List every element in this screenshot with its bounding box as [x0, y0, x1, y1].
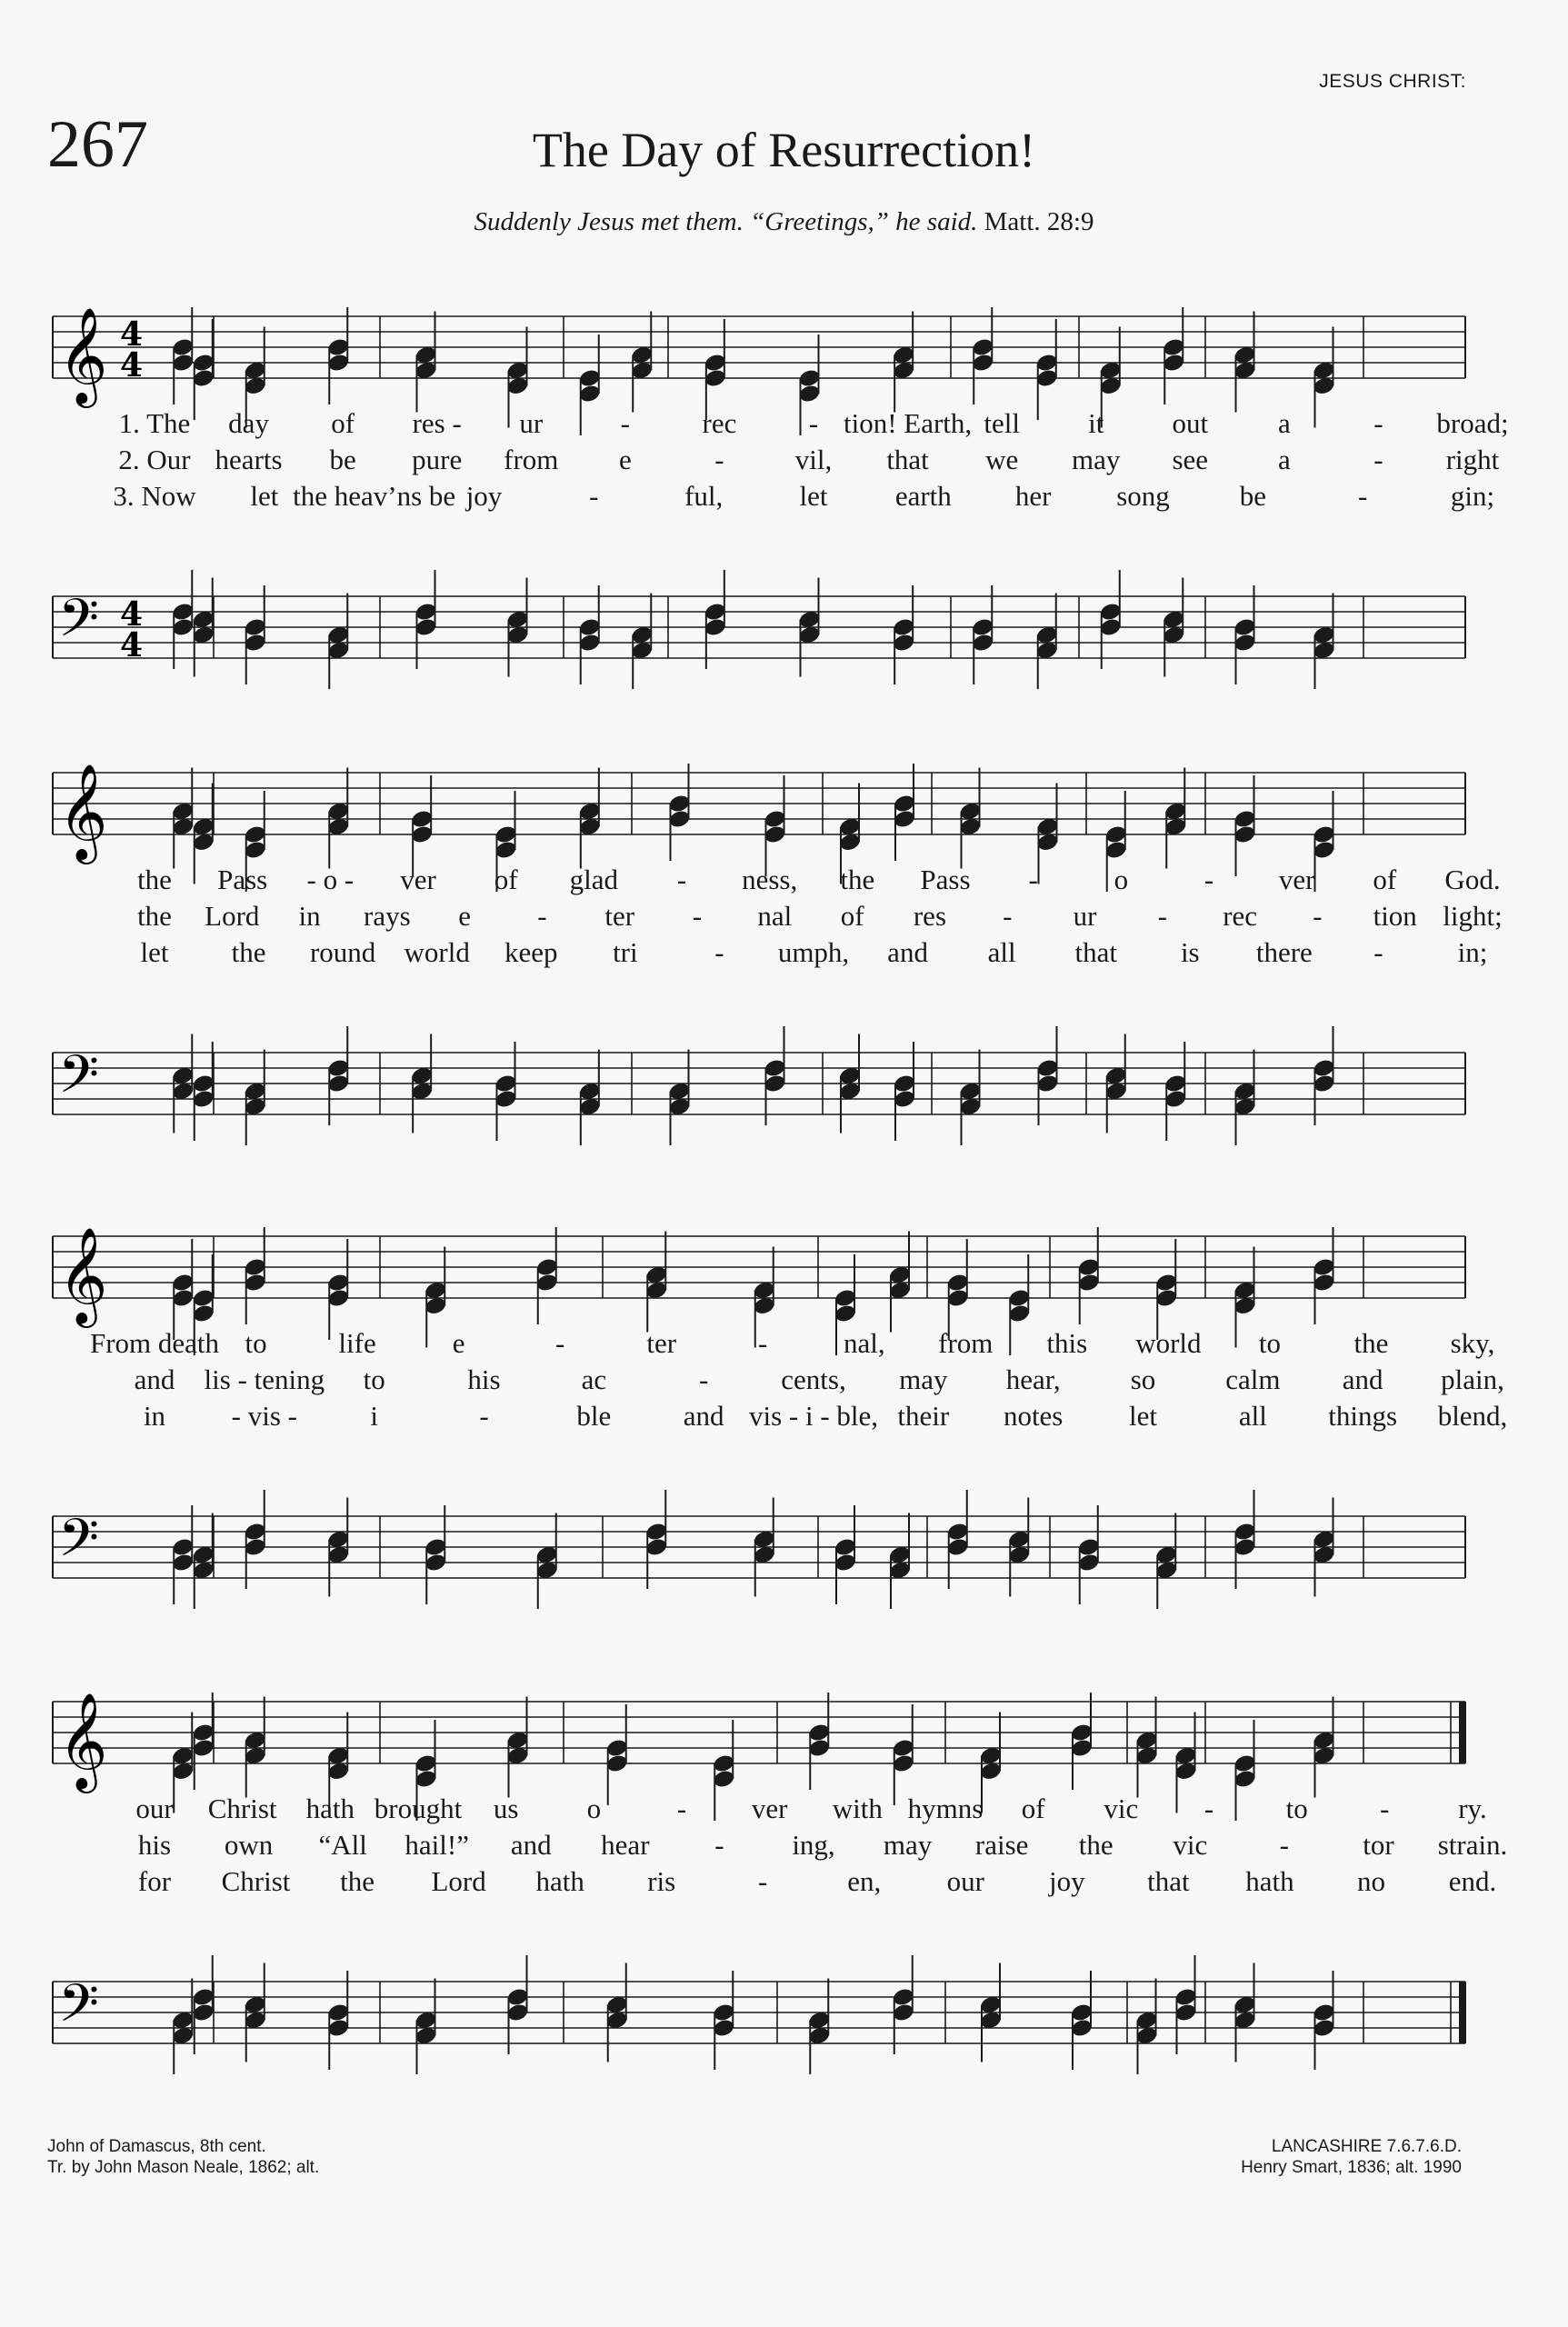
tune-name: LANCASHIRE 7.6.7.6.D.: [1271, 2137, 1462, 2156]
lyric-line: [0, 1827, 1568, 1863]
music-system: [0, 307, 1568, 689]
lyric-syllable: that: [1074, 936, 1117, 968]
lyric-line: [0, 442, 1568, 478]
lyric-syllable: of: [331, 407, 355, 439]
lyric-syllable: to: [363, 1363, 385, 1395]
lyric-syllable: tion! Earth,: [843, 407, 973, 439]
lyric-syllable: their: [897, 1400, 950, 1432]
lyric-syllable: -: [1373, 444, 1383, 475]
lyric-syllable: cents,: [781, 1363, 846, 1395]
lyric-syllable: From death: [89, 1327, 220, 1359]
scripture-quote: Suddenly Jesus met them. “Greetings,” he said.: [474, 207, 978, 236]
lyric-syllable: en,: [847, 1865, 882, 1897]
time-signature: 4: [120, 346, 144, 385]
lyric-syllable: of: [494, 864, 518, 895]
translator-credit: Tr. by John Mason Neale, 1862; alt.: [47, 2158, 320, 2177]
lyric-syllable: that: [886, 444, 929, 475]
lyric-syllable: hath: [305, 1793, 355, 1824]
lyric-syllable: hear: [601, 1829, 650, 1861]
lyric-syllable: world: [1135, 1327, 1202, 1359]
lyric-syllable: own: [224, 1829, 274, 1861]
lyric-syllable: from: [938, 1327, 994, 1359]
treble-clef-icon: 𝄞: [58, 307, 108, 404]
lyric-syllable: -: [1373, 407, 1383, 439]
lyric-syllable: ur: [1073, 900, 1097, 932]
lyric-syllable: 2. Our: [118, 444, 191, 475]
lyric-syllable: hear,: [1005, 1363, 1061, 1395]
lyric-syllable: ful,: [684, 480, 724, 512]
lyric-syllable: ble: [576, 1400, 612, 1432]
lyric-syllable: ac: [581, 1363, 607, 1395]
lyric-syllable: umph,: [777, 936, 850, 968]
lyric-syllable: vic: [1173, 1829, 1208, 1861]
lyric-syllable: -: [758, 1327, 768, 1359]
lyric-syllable: be: [329, 444, 356, 475]
lyric-syllable: that: [1147, 1865, 1190, 1897]
lyric-syllable: ry.: [1458, 1793, 1487, 1824]
lyric-syllable: we: [985, 444, 1019, 475]
lyric-syllable: in;: [1457, 936, 1488, 968]
lyric-syllable: vic: [1104, 1793, 1139, 1824]
lyric-syllable: to: [245, 1327, 267, 1359]
lyric-syllable: may: [883, 1829, 933, 1861]
lyric-syllable: notes: [1003, 1400, 1064, 1432]
lyric-syllable: end.: [1448, 1865, 1497, 1897]
lyric-syllable: to: [1258, 1327, 1281, 1359]
lyric-syllable: no: [1356, 1865, 1385, 1897]
music-system: [0, 1693, 1568, 2074]
lyric-syllable: -: [1028, 864, 1038, 895]
lyric-syllable: let: [250, 480, 279, 512]
lyric-syllable: -: [1003, 900, 1013, 932]
lyric-syllable: tell: [984, 407, 1020, 439]
music-system: [0, 764, 1568, 1145]
lyric-syllable: tri: [613, 936, 638, 968]
lyric-syllable: for: [137, 1865, 172, 1897]
lyric-syllable: e: [452, 1327, 465, 1359]
tune-credits: [1241, 2136, 1462, 2178]
lyric-line: [0, 1863, 1568, 1900]
lyric-syllable: our: [135, 1793, 174, 1824]
lyric-syllable: tor: [1363, 1829, 1394, 1861]
lyric-syllable: joy: [465, 480, 503, 512]
lyric-syllable: the: [840, 864, 875, 895]
lyric-syllable: the: [1353, 1327, 1389, 1359]
lyric-syllable: it: [1088, 407, 1104, 439]
lyric-syllable: ver: [400, 864, 436, 895]
lyric-syllable: hearts: [215, 444, 283, 475]
lyric-syllable: 1. The: [118, 407, 191, 439]
lyric-syllable: brought: [374, 1793, 463, 1824]
lyric-syllable: a: [1277, 444, 1291, 475]
lyric-syllable: -: [1203, 864, 1214, 895]
lyric-syllable: tion: [1373, 900, 1417, 932]
lyric-syllable: our: [946, 1865, 984, 1897]
lyric-syllable: “All: [318, 1829, 367, 1861]
time-signature: 4: [120, 315, 144, 354]
lyric-syllable: nal,: [843, 1327, 885, 1359]
lyric-line: [0, 934, 1568, 971]
lyric-syllable: light;: [1443, 900, 1503, 932]
lyric-syllable: in: [143, 1400, 166, 1432]
lyric-syllable: there: [1255, 936, 1313, 968]
lyric-line: [0, 1325, 1568, 1362]
lyric-syllable: God.: [1444, 864, 1501, 895]
lyric-syllable: Pass: [217, 864, 268, 895]
music-system: [0, 1227, 1568, 1609]
lyric-syllable: of: [1021, 1793, 1045, 1824]
text-author: John of Damascus, 8th cent.: [47, 2137, 266, 2156]
lyric-syllable: of: [840, 900, 864, 932]
text-credits: [47, 2136, 319, 2178]
hymn-number: 267: [47, 107, 148, 182]
lyric-syllable: and: [683, 1400, 724, 1432]
lyric-syllable: blend,: [1437, 1400, 1508, 1432]
lyric-syllable: -: [808, 407, 819, 439]
lyric-syllable: -: [714, 444, 724, 475]
lyric-syllable: glad: [569, 864, 619, 895]
lyric-syllable: the: [1078, 1829, 1114, 1861]
lyric-syllable: -: [692, 900, 703, 932]
lyric-line: [0, 1791, 1568, 1827]
bass-clef-icon: 𝄢: [58, 1507, 100, 1582]
lyric-syllable: her: [1014, 480, 1052, 512]
lyric-syllable: calm: [1225, 1363, 1281, 1395]
lyric-syllable: vis - i - ble,: [748, 1400, 879, 1432]
lyric-syllable: the: [137, 900, 172, 932]
lyric-syllable: res -: [412, 407, 462, 439]
lyric-syllable: -: [1279, 1829, 1290, 1861]
lyric-syllable: res: [913, 900, 947, 932]
composer-credit: Henry Smart, 1836; alt. 1990: [1241, 2158, 1462, 2177]
lyric-syllable: vil,: [794, 444, 833, 475]
lyric-syllable: -: [479, 1400, 489, 1432]
lyric-syllable: -: [537, 900, 547, 932]
lyric-syllable: - o -: [306, 864, 355, 895]
lyric-syllable: -: [676, 1793, 687, 1824]
lyric-line: [0, 478, 1568, 514]
lyric-syllable: the: [231, 936, 266, 968]
bass-clef-icon: 𝄢: [58, 587, 100, 662]
final-bar-line: [1459, 1982, 1465, 2043]
treble-clef-icon: 𝄞: [58, 1227, 108, 1323]
lyric-syllable: -: [1203, 1793, 1214, 1824]
lyric-syllable: things: [1328, 1400, 1398, 1432]
lyric-syllable: may: [1072, 444, 1121, 475]
lyric-syllable: e: [458, 900, 472, 932]
lyric-syllable: hath: [535, 1865, 584, 1897]
treble-clef-icon: 𝄞: [58, 764, 108, 860]
lyric-syllable: nal: [757, 900, 793, 932]
lyric-syllable: earth: [894, 480, 952, 512]
lyric-syllable: ter: [604, 900, 635, 932]
lyric-syllable: the: [340, 1865, 375, 1897]
treble-clef-icon: 𝄞: [58, 1693, 108, 1789]
lyric-syllable: rec: [702, 407, 737, 439]
lyric-syllable: Pass: [920, 864, 971, 895]
lyric-syllable: let: [140, 936, 169, 968]
lyric-syllable: with: [832, 1793, 883, 1824]
lyric-syllable: right: [1445, 444, 1500, 475]
lyric-syllable: i: [370, 1400, 378, 1432]
lyric-syllable: and: [1342, 1363, 1383, 1395]
lyric-syllable: ing,: [792, 1829, 835, 1861]
lyric-syllable: this: [1046, 1327, 1088, 1359]
lyric-syllable: hail!”: [404, 1829, 469, 1861]
lyric-syllable: out: [1172, 407, 1209, 439]
lyric-syllable: -: [554, 1327, 565, 1359]
lyric-syllable: sky,: [1450, 1327, 1495, 1359]
lyric-syllable: is: [1180, 936, 1200, 968]
lyric-syllable: -: [758, 1865, 768, 1897]
lyric-syllable: world: [404, 936, 470, 968]
lyric-syllable: -: [1157, 900, 1167, 932]
lyric-syllable: us: [493, 1793, 519, 1824]
lyric-syllable: - vis -: [231, 1400, 297, 1432]
scripture-line: [0, 207, 1568, 237]
lyric-syllable: o: [1114, 864, 1129, 895]
lyric-syllable: joy: [1049, 1865, 1085, 1897]
lyric-syllable: life: [338, 1327, 376, 1359]
lyric-syllable: and: [887, 936, 928, 968]
lyric-syllable: a: [1277, 407, 1291, 439]
section-label: JESUS CHRIST:: [1319, 71, 1466, 92]
lyric-syllable: Lord: [431, 1865, 486, 1897]
lyric-syllable: ness,: [742, 864, 798, 895]
lyric-syllable: 3. Now: [113, 480, 196, 512]
lyric-syllable: from: [504, 444, 559, 475]
lyric-line: [0, 1362, 1568, 1398]
lyric-syllable: in: [298, 900, 321, 932]
lyric-line: [0, 405, 1568, 442]
lyric-line: [0, 898, 1568, 934]
lyric-syllable: Lord: [205, 900, 260, 932]
lyric-syllable: Christ: [207, 1793, 277, 1824]
time-signature: 4: [120, 626, 144, 664]
lyric-syllable: the: [137, 864, 172, 895]
lyric-line: [0, 1398, 1568, 1434]
lyric-syllable: the heav’ns be: [293, 480, 456, 512]
lyric-syllable: o: [586, 1793, 602, 1824]
scripture-reference: Matt. 28:9: [984, 207, 1094, 236]
time-signature: 4: [120, 595, 144, 634]
lyric-syllable: lis - tening: [204, 1363, 325, 1395]
lyric-syllable: broad;: [1436, 407, 1509, 439]
lyric-syllable: gin;: [1450, 480, 1495, 512]
lyric-syllable: rec: [1223, 900, 1258, 932]
lyric-syllable: let: [799, 480, 828, 512]
lyric-syllable: pure: [412, 444, 463, 475]
lyric-syllable: strain.: [1437, 1829, 1508, 1861]
lyric-syllable: of: [1373, 864, 1397, 895]
lyric-syllable: and: [134, 1363, 175, 1395]
lyric-syllable: all: [1238, 1400, 1267, 1432]
lyric-syllable: ur: [519, 407, 544, 439]
lyric-syllable: all: [987, 936, 1016, 968]
lyric-syllable: raise: [974, 1829, 1029, 1861]
hymn-title: The Day of Resurrection!: [532, 123, 1036, 177]
lyric-syllable: -: [1373, 936, 1383, 968]
lyric-syllable: keep: [504, 936, 558, 968]
lyric-syllable: plain,: [1441, 1363, 1504, 1395]
lyric-syllable: to: [1285, 1793, 1308, 1824]
lyric-syllable: e: [618, 444, 632, 475]
lyric-syllable: ver: [751, 1793, 788, 1824]
lyric-syllable: -: [1313, 900, 1323, 932]
lyric-syllable: let: [1129, 1400, 1157, 1432]
lyric-syllable: Christ: [221, 1865, 291, 1897]
lyric-syllable: ris: [647, 1865, 676, 1897]
lyric-syllable: -: [676, 864, 687, 895]
lyric-syllable: be: [1239, 480, 1266, 512]
lyric-syllable: -: [1357, 480, 1368, 512]
lyric-syllable: and: [510, 1829, 552, 1861]
lyric-syllable: hath: [1245, 1865, 1294, 1897]
lyric-syllable: -: [620, 407, 631, 439]
lyric-syllable: round: [309, 936, 376, 968]
lyric-syllable: hymns: [907, 1793, 984, 1824]
final-bar-line: [1459, 1702, 1465, 1763]
lyric-syllable: so: [1130, 1363, 1156, 1395]
lyric-syllable: -: [714, 1829, 724, 1861]
bass-clef-icon: 𝄢: [58, 1044, 100, 1118]
lyric-syllable: -: [698, 1363, 709, 1395]
lyric-syllable: -: [589, 480, 599, 512]
lyric-syllable: see: [1172, 444, 1209, 475]
lyric-syllable: ter: [646, 1327, 677, 1359]
bass-clef-icon: 𝄢: [58, 1972, 100, 2047]
lyric-syllable: rays: [364, 900, 411, 932]
lyric-syllable: -: [1380, 1793, 1390, 1824]
lyric-syllable: -: [714, 936, 724, 968]
lyric-line: [0, 862, 1568, 898]
lyric-syllable: his: [137, 1829, 172, 1861]
lyric-syllable: day: [228, 407, 269, 439]
lyric-syllable: may: [899, 1363, 948, 1395]
lyric-syllable: his: [467, 1363, 501, 1395]
lyric-syllable: song: [1116, 480, 1170, 512]
lyric-syllable: ver: [1278, 864, 1315, 895]
